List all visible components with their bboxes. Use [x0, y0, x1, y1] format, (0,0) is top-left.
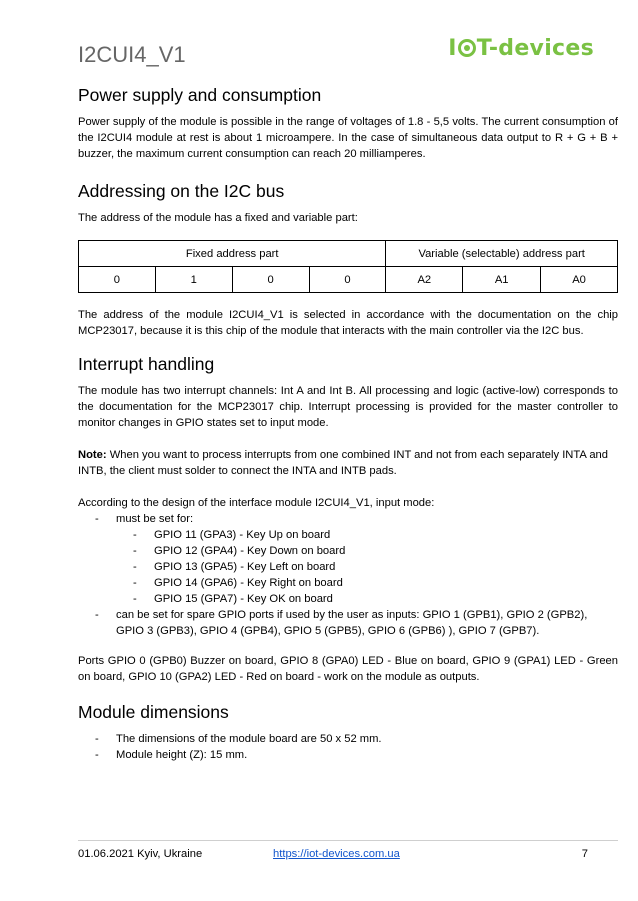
list-item: - GPIO 15 (GPA7) - Key OK on board [78, 591, 618, 607]
table-cell: 0 [309, 267, 386, 293]
list-item: - GPIO 11 (GPA3) - Key Up on board [78, 527, 618, 543]
list-item: - The dimensions of the module board are 50 x 52 mm. [78, 731, 618, 747]
heading-interrupts: Interrupt handling [78, 354, 215, 374]
page-header [78, 36, 598, 76]
address-table [78, 240, 618, 293]
list-item: - GPIO 14 (GPA6) - Key Right on board [78, 575, 618, 591]
footer-divider [78, 840, 618, 841]
page-footer [78, 848, 588, 864]
iot-devices-logo [448, 36, 594, 61]
table-cell: A0 [541, 267, 618, 293]
page-content [78, 84, 618, 763]
section-addressing [78, 180, 618, 339]
section-interrupts [78, 353, 618, 685]
list-item: - can be set for spare GPIO ports if used by the user as inputs: GPIO 1 (GPB1), GPIO 2 (GPB2), GPIO 3 (GPB3), GPIO 4 (GPB4), GPIO 5 (GPB5), GPIO 6 (GPB6) ), GPIO 7 (GPB7). [78, 607, 618, 639]
paragraph-power: Power supply of the module is possible in the range of voltages of 1.8 - 5,5 volts. The current consumption of the I2CUI4 module at rest is about 1 microampere. In the case of simultaneous data output to R + G + B + buzzer, the maximum current consumption can reach 20 milliamperes. [78, 116, 618, 160]
section-dimensions [78, 701, 618, 763]
gear-icon [458, 39, 476, 57]
table-header-fixed: Fixed address part [79, 241, 386, 267]
footer-website-link[interactable]: https://iot-devices.com.ua [273, 848, 400, 860]
paragraph-address-intro: The address of the module has a fixed and variable part: [78, 212, 358, 224]
footer-date-place: 01.06.2021 Kyiv, Ukraine [78, 848, 203, 860]
paragraph-interrupts: The module has two interrupt channels: Int A and Int B. All processing and logic (active-low) corresponds to the documentation for the MCP23017 chip. Interrupt processing is provided for the master controller to monitor changes in GPIO states set to input mode. [78, 385, 618, 429]
table-header-row [79, 241, 618, 267]
heading-addressing: Addressing on the I2C bus [78, 181, 285, 201]
input-mode-list [78, 511, 618, 639]
must-list [78, 527, 618, 607]
note-label: Note: [78, 449, 107, 461]
paragraph-outputs: Ports GPIO 0 (GPB0) Buzzer on board, GPIO 8 (GPA0) LED - Blue on board, GPIO 9 (GPA1) LED - Green on board, GPIO 10 (GPA2) LED - Red on board - work on the module as outputs. [78, 655, 618, 683]
table-cell: A2 [386, 267, 463, 293]
table-cell: A1 [463, 267, 541, 293]
paragraph-address-note: The address of the module I2CUI4_V1 is selected in accordance with the documentation on the chip MCP23017, because it is this chip of the module that interacts with the main controller via the I2C bus. [78, 309, 618, 337]
heading-power: Power supply and consumption [78, 85, 322, 105]
paragraph-design-intro: According to the design of the interface module I2CUI4_V1, input mode: [78, 497, 435, 509]
section-power [78, 84, 618, 162]
logo-text-left: I [448, 36, 457, 61]
table-cell: 0 [79, 267, 156, 293]
list-item: - GPIO 13 (GPA5) - Key Left on board [78, 559, 618, 575]
list-item [78, 511, 618, 607]
must-label: must be set for: [116, 513, 194, 525]
table-row [79, 267, 618, 293]
logo-text-right: T-devices [476, 36, 594, 61]
dimensions-list [78, 731, 618, 763]
list-item: - GPIO 12 (GPA4) - Key Down on board [78, 543, 618, 559]
page-number: 7 [581, 848, 588, 860]
note-text: When you want to process interrupts from one combined INT and not from each separately INTA and INTB, the client must solder to connect the INTA and INTB pads. [78, 449, 609, 477]
table-header-variable: Variable (selectable) address part [386, 241, 618, 267]
document-title: I2CUI4_V1 [78, 42, 186, 67]
table-cell: 0 [232, 267, 309, 293]
list-item: - Module height (Z): 15 mm. [78, 747, 618, 763]
table-cell: 1 [155, 267, 232, 293]
heading-dimensions: Module dimensions [78, 702, 229, 722]
paragraph-note [78, 447, 618, 479]
